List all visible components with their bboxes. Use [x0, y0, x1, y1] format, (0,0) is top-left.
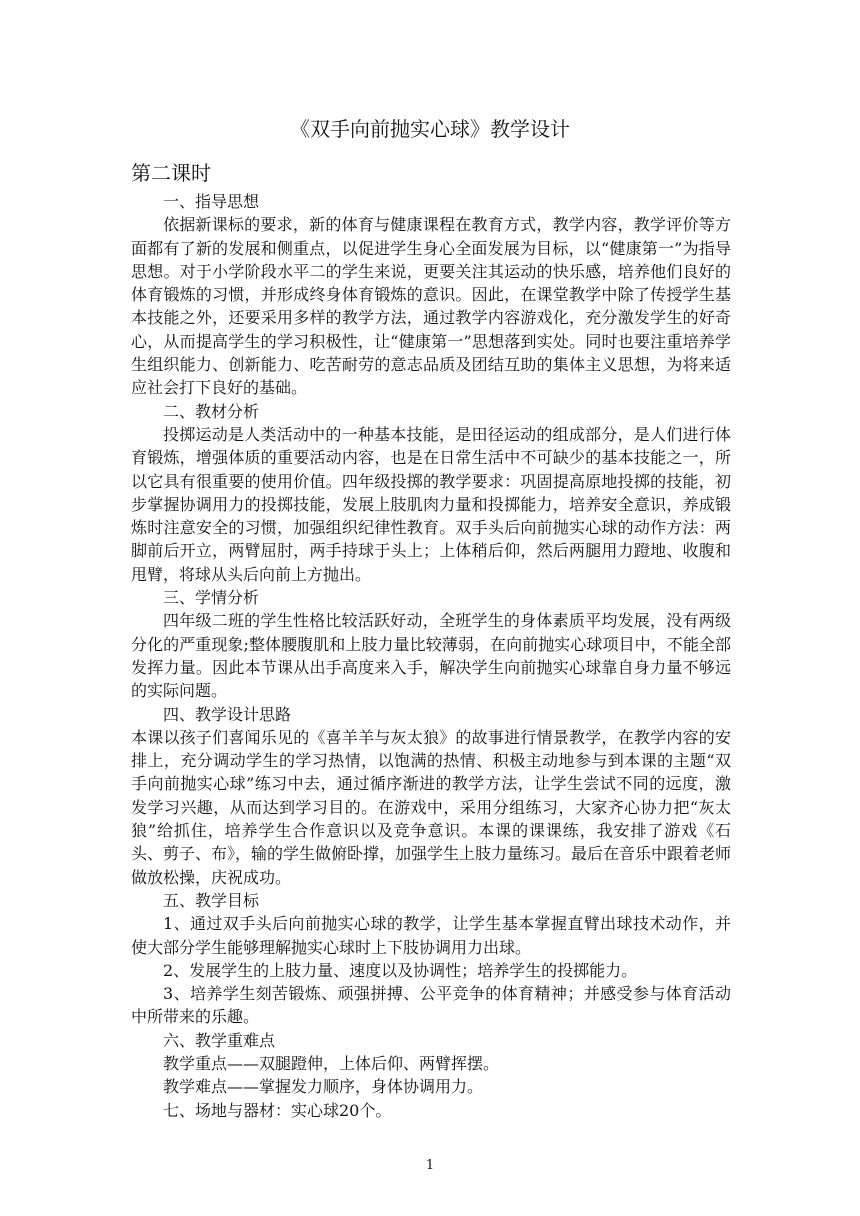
goal-item-2: 2、发展学生的上肢力量、速度以及协调性；培养学生的投掷能力。 [163, 960, 638, 980]
key-point-focus: 教学重点——双腿蹬伸，上体后仰、两臂挥摆。 [163, 1053, 500, 1073]
paragraph-material-analysis: 投掷运动是人类活动中的一种基本技能，是田径运动的组成部分，是人们进行体育锻炼，增强体质的重要活动内容，也是在日常生活中不可缺少的基本技能之一，所以它具有很重要的使用价值。四年级投掷的教学要求：巩固提高原地投掷的技能，初步掌握协调用力的投掷技能，发展上肢肌肉力量和投掷能力，培养安全意识，养成锻炼时注意安全的习惯，加强组织纪律性教育。双手头后向前抛实心球的动作方法：两脚前后开立，两臂屈肘，两手持球于头上；上体稍后仰，然后两腿用力蹬地、收腹和甩臂，将球从头后向前上方抛出。 [131, 424, 731, 584]
section-heading-material-analysis: 二、教材分析 [163, 401, 260, 421]
goal-item-3: 3、培养学生刻苦锻炼、顽强拼搏、公平竞争的体育精神；并感受参与体育活动中所带来的乐趣。 [131, 984, 731, 1027]
page-number: 1 [425, 1158, 435, 1173]
section-heading-student-analysis: 三、学情分析 [163, 588, 260, 608]
goal-item-1: 1、通过双手头后向前抛实心球的教学，让学生基本掌握直臂出球技术动作，并使大部分学生能够理解抛实心球时上下肢协调用力出球。 [131, 914, 731, 957]
section-heading-key-points: 六、教学重难点 [163, 1030, 276, 1050]
document-body [131, 190, 731, 1122]
section-heading-guiding-ideology: 一、指导思想 [163, 192, 260, 211]
key-point-difficulty: 教学难点——掌握发力顺序，身体协调用力。 [163, 1077, 484, 1097]
section-heading-design-approach: 四、教学设计思路 [163, 704, 292, 724]
section-heading-teaching-goals: 五、教学目标 [163, 890, 260, 910]
document-title: 《双手向前抛实心球》教学设计 [290, 117, 570, 141]
paragraph-student-analysis: 四年级二班的学生性格比较活跃好动，全班学生的身体素质平均发展，没有两级分化的严重现象;整体腰腹肌和上肢力量比较薄弱，在向前抛实心球项目中，不能全部发挥力量。因此本节课从出手高度来入手，解决学生向前抛实心球靠自身力量不够远的实际问题。 [131, 611, 731, 701]
lesson-heading: 第二课时 [131, 161, 211, 185]
paragraph-design-approach: 本课以孩子们喜闻乐见的《喜羊羊与灰太狼》的故事进行情景教学，在教学内容的安排上，充分调动学生的学习热情，以饱满的热情、积极主动地参与到本课的主题“双手向前抛实心球”练习中去，通过循序渐进的教学方法，让学生尝试不同的远度，激发学习兴趣，从而达到学习目的。在游戏中，采用分组练习，大家齐心协力把“灰太狼”给抓住，培养学生合作意识以及竞争意识。本课的课课练，我安排了游戏《石头、剪子、布》，输的学生做俯卧撑，加强学生上肢力量练习。最后在音乐中跟着老师做放松操，庆祝成功。 [131, 727, 732, 887]
paragraph-guiding-ideology: 依据新课标的要求，新的体育与健康课程在教育方式，教学内容，教学评价等方面都有了新的发展和侧重点，以促进学生身心全面发展为目标，以“健康第一”为指导思想。对于小学阶段水平二的学生来说，更要关注其运动的快乐感，培养他们良好的体育锻炼的习惯，并形成终身体育锻炼的意识。因此，在课堂教学中除了传授学生基本技能之外，还要采用多样的教学方法，通过教学内容游戏化，充分激发学生的好奇心，从而提高学生的学习积极性，让“健康第一”思想落到实处。同时也要注重培养学生组织能力、创新能力、吃苦耐劳的意志品质及团结互助的集体主义思想，为将来适应社会打下良好的基础。 [131, 215, 731, 398]
section-heading-venue-equipment: 七、场地与器材：实心球20个。 [163, 1100, 392, 1120]
